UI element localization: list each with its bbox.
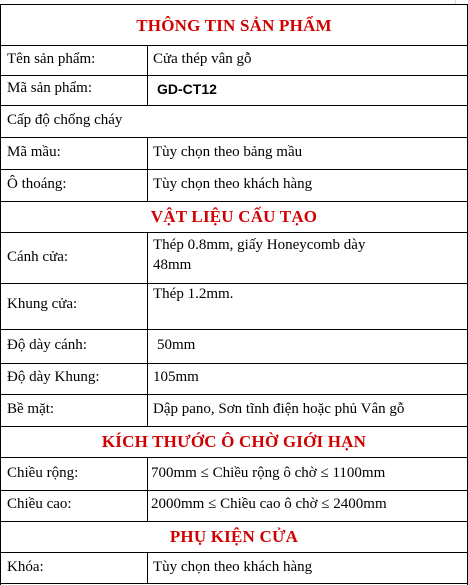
label-cell: [0, 169, 148, 201]
label-cell: [0, 363, 148, 394]
row-width: [0, 458, 468, 490]
row-product-code: [0, 75, 468, 105]
row-value: Cửa thép vân gỗ: [153, 51, 252, 67]
row-frame: [0, 283, 468, 329]
row-value: Dập pano, Sơn tĩnh điện hoặc phủ Vân gỗ: [153, 401, 405, 417]
row-label: Độ dày cánh:: [7, 337, 87, 353]
section-title: PHỤ KIỆN CỬA: [169, 527, 299, 546]
row-fire-rating: [0, 105, 468, 137]
value-cell: [148, 329, 468, 363]
label-cell: [0, 490, 148, 521]
row-value: 700mm ≤ Chiều rộng ô chờ ≤ 1100mm: [151, 465, 386, 481]
label-cell: [0, 394, 148, 426]
label-cell: [0, 46, 148, 75]
row-leaf-thickness: [0, 329, 468, 363]
row-door-leaf: [0, 233, 468, 283]
row-value-line1: Thép 0.8mm, giấy Honeycomb dày: [153, 237, 366, 253]
label-cell: [0, 553, 148, 583]
row-label: Độ dày Khung:: [7, 369, 100, 385]
row-value: Tùy chọn theo bảng mầu: [153, 144, 303, 160]
label-cell: [0, 458, 148, 490]
row-label: Chiều rộng:: [7, 465, 79, 481]
row-frame-thickness: [0, 363, 468, 394]
row-surface: [0, 394, 468, 426]
row-value-line2: 48mm: [153, 257, 192, 273]
row-label: Khung cửa:: [7, 296, 78, 312]
label-cell: [0, 283, 148, 329]
label-cell: [0, 233, 148, 283]
row-value: 105mm: [153, 369, 199, 385]
row-label: Tên sản phẩm:: [7, 51, 96, 67]
row-product-name: [0, 46, 468, 75]
row-vent: [0, 169, 468, 201]
row-label: Ô thoáng:: [7, 176, 67, 192]
value-cell: [148, 394, 468, 426]
value-cell: [148, 490, 468, 521]
row-value: Tùy chọn theo khách hàng: [153, 176, 313, 192]
value-cell: [148, 553, 468, 583]
row-label: Mã sản phẩm:: [7, 80, 92, 96]
label-cell: [0, 329, 148, 363]
value-cell: [148, 363, 468, 394]
row-value: Thép 1.2mm.: [153, 286, 234, 302]
row-label: Chiều cao:: [7, 496, 72, 512]
row-label: Cánh cửa:: [7, 249, 69, 265]
row-label: Bề mặt:: [7, 401, 55, 417]
section-header-dimensions: [0, 426, 468, 458]
section-title: THÔNG TIN SẢN PHẨM: [136, 16, 332, 35]
row-value: 50mm: [157, 337, 196, 353]
label-cell: [0, 75, 148, 105]
label-cell: [0, 137, 148, 169]
product-code-value: GD-CT12: [157, 81, 217, 97]
section-title: KÍCH THƯỚC Ô CHỜ GIỚI HẠN: [101, 432, 367, 451]
row-label: Cấp độ chống cháy: [7, 112, 123, 128]
value-cell: [148, 283, 468, 329]
section-header-materials: [0, 201, 468, 233]
value-cell: [148, 169, 468, 201]
row-label: Khóa:: [7, 559, 44, 575]
value-cell: [148, 233, 468, 283]
row-color-code: [0, 137, 468, 169]
value-cell: [148, 75, 468, 105]
row-value: Tùy chọn theo khách hàng: [153, 559, 313, 575]
row-value: 2000mm ≤ Chiều cao ô chờ ≤ 2400mm: [151, 496, 387, 512]
section-header-accessories: [0, 521, 468, 553]
row-label: Mã mầu:: [7, 144, 61, 160]
value-cell: [148, 458, 468, 490]
section-title: VẬT LIỆU CẤU TẠO: [150, 207, 318, 226]
section-header-product-info: [0, 4, 468, 46]
value-cell: [148, 46, 468, 75]
row-height: [0, 490, 468, 521]
row-lock: [0, 553, 468, 584]
value-cell: [148, 137, 468, 169]
